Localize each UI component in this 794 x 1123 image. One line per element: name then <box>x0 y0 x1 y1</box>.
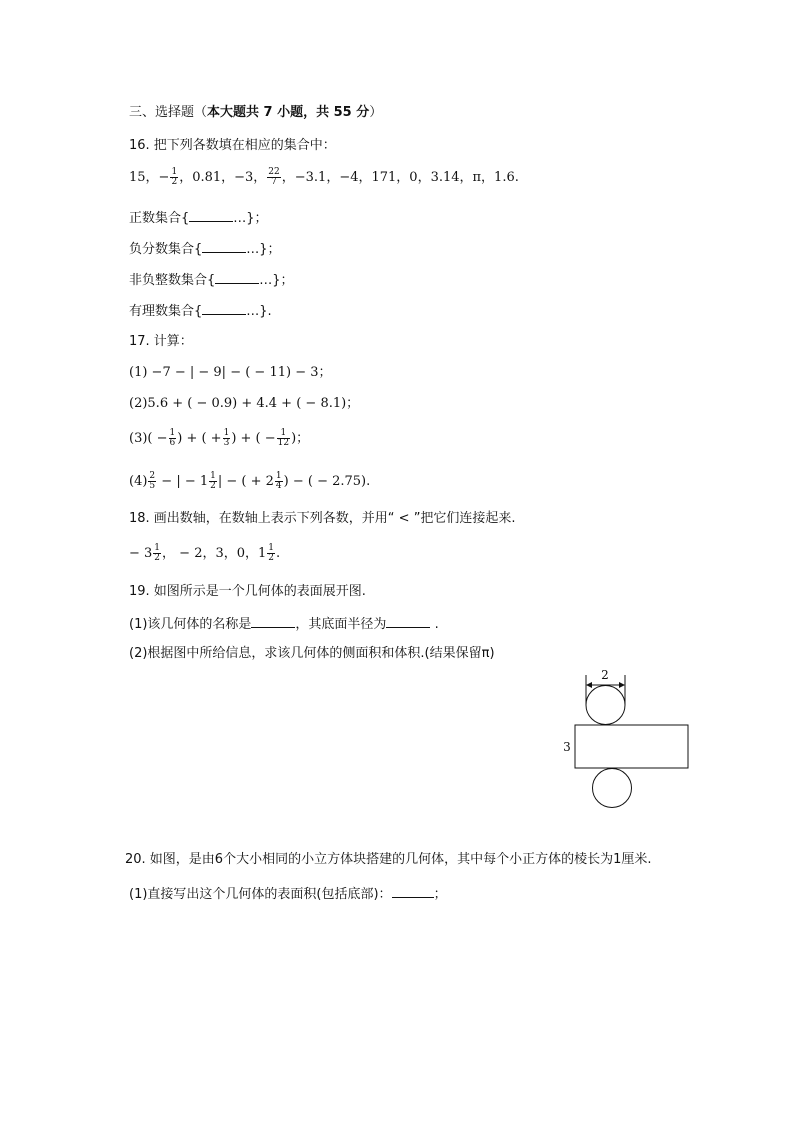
fraction: $\frac{1}{2}$ <box>154 543 161 563</box>
fraction: $\frac{2}{5}$ <box>149 471 156 491</box>
q17-part2: (2)5.6 + ( − 0.9) + 4.4 + ( − 8.1)； <box>129 396 360 411</box>
q20-part1: (1)直接写出这个几何体的表面积(包括底部)： ； <box>129 884 447 904</box>
q16-numbers: 15，− $\frac{1}{2}$ ，0.81，−3， $\frac{22}{7}$ ，−3.1，−4，171，0，3.14，π，1.6. <box>129 167 519 187</box>
lateral-rectangle <box>575 725 688 768</box>
arrow-right-icon <box>619 682 625 688</box>
dimension-label-diameter: 2 <box>601 668 609 682</box>
cylinder-net-figure <box>555 665 700 810</box>
q17-stem: 17. 计算： <box>129 334 193 349</box>
fraction: $\frac{1}{6}$ <box>169 428 176 448</box>
answer-blank[interactable] <box>202 301 246 315</box>
answer-blank[interactable] <box>189 208 233 222</box>
q19-stem: 19. 如图所示是一个几何体的表面展开图. <box>129 584 366 599</box>
answer-blank[interactable] <box>202 239 246 253</box>
q17-part3: (3)( − $\frac{1}{6}$ ) + ( + $\frac{1}{3}$ ) + ( − $\frac{1}{12}$ )； <box>129 428 310 448</box>
q19-part1: (1)该几何体的名称是 ，其底面半径为 . <box>129 614 439 634</box>
top-circle <box>586 686 625 725</box>
q16-stem: 16. 把下列各数填在相应的集合中： <box>129 138 336 153</box>
dimension-label-height: 3 <box>563 740 571 754</box>
q17-part1: (1) −7 − | − 9| − ( − 11) − 3； <box>129 365 332 380</box>
fraction: $\frac{1}{3}$ <box>223 428 230 448</box>
fraction: $\frac{1}{2}$ <box>268 543 275 563</box>
q17-part4: (4) $\frac{2}{5}$ − | − 1 $\frac{1}{2}$ | − ( + 2 $\frac{1}{4}$ ) − ( − 2.75). <box>129 471 371 491</box>
q16-set-nonneg-integer: 非负整数集合{ …}； <box>129 270 294 290</box>
q16-set-neg-fraction: 负分数集合{ …}； <box>129 239 281 259</box>
fraction: $\frac{1}{2}$ <box>171 167 178 187</box>
q19-part2: (2)根据图中所给信息，求该几何体的侧面积和体积.(结果保留π) <box>129 646 495 661</box>
q16-set-positive: 正数集合{ …}； <box>129 208 268 228</box>
q16-set-rational: 有理数集合{ …}. <box>129 301 272 321</box>
bottom-circle <box>593 769 632 808</box>
q18-stem: 18. 画出数轴，在数轴上表示下列各数，并用“ < ”把它们连接起来. <box>129 511 516 526</box>
arrow-left-icon <box>586 682 592 688</box>
q20-stem: 20. 如图，是由6个大小相同的小立方体块搭建的几何体，其中每个小正方体的棱长为1厘米. <box>125 852 652 867</box>
fraction: $\frac{22}{7}$ <box>268 167 280 187</box>
section-heading: 三、选择题（本大题共 7 小题，共 55 分） <box>129 105 383 120</box>
answer-blank[interactable] <box>392 884 434 898</box>
q18-numbers: − 3 $\frac{1}{2}$ ， − 2，3，0，1 $\frac{1}{2}$ . <box>129 543 281 563</box>
answer-blank[interactable] <box>215 270 259 284</box>
fraction: $\frac{1}{2}$ <box>210 471 216 491</box>
fraction: $\frac{1}{4}$ <box>275 471 282 491</box>
answer-blank[interactable] <box>251 614 295 628</box>
answer-blank[interactable] <box>386 614 430 628</box>
fraction: $\frac{1}{12}$ <box>277 428 290 448</box>
